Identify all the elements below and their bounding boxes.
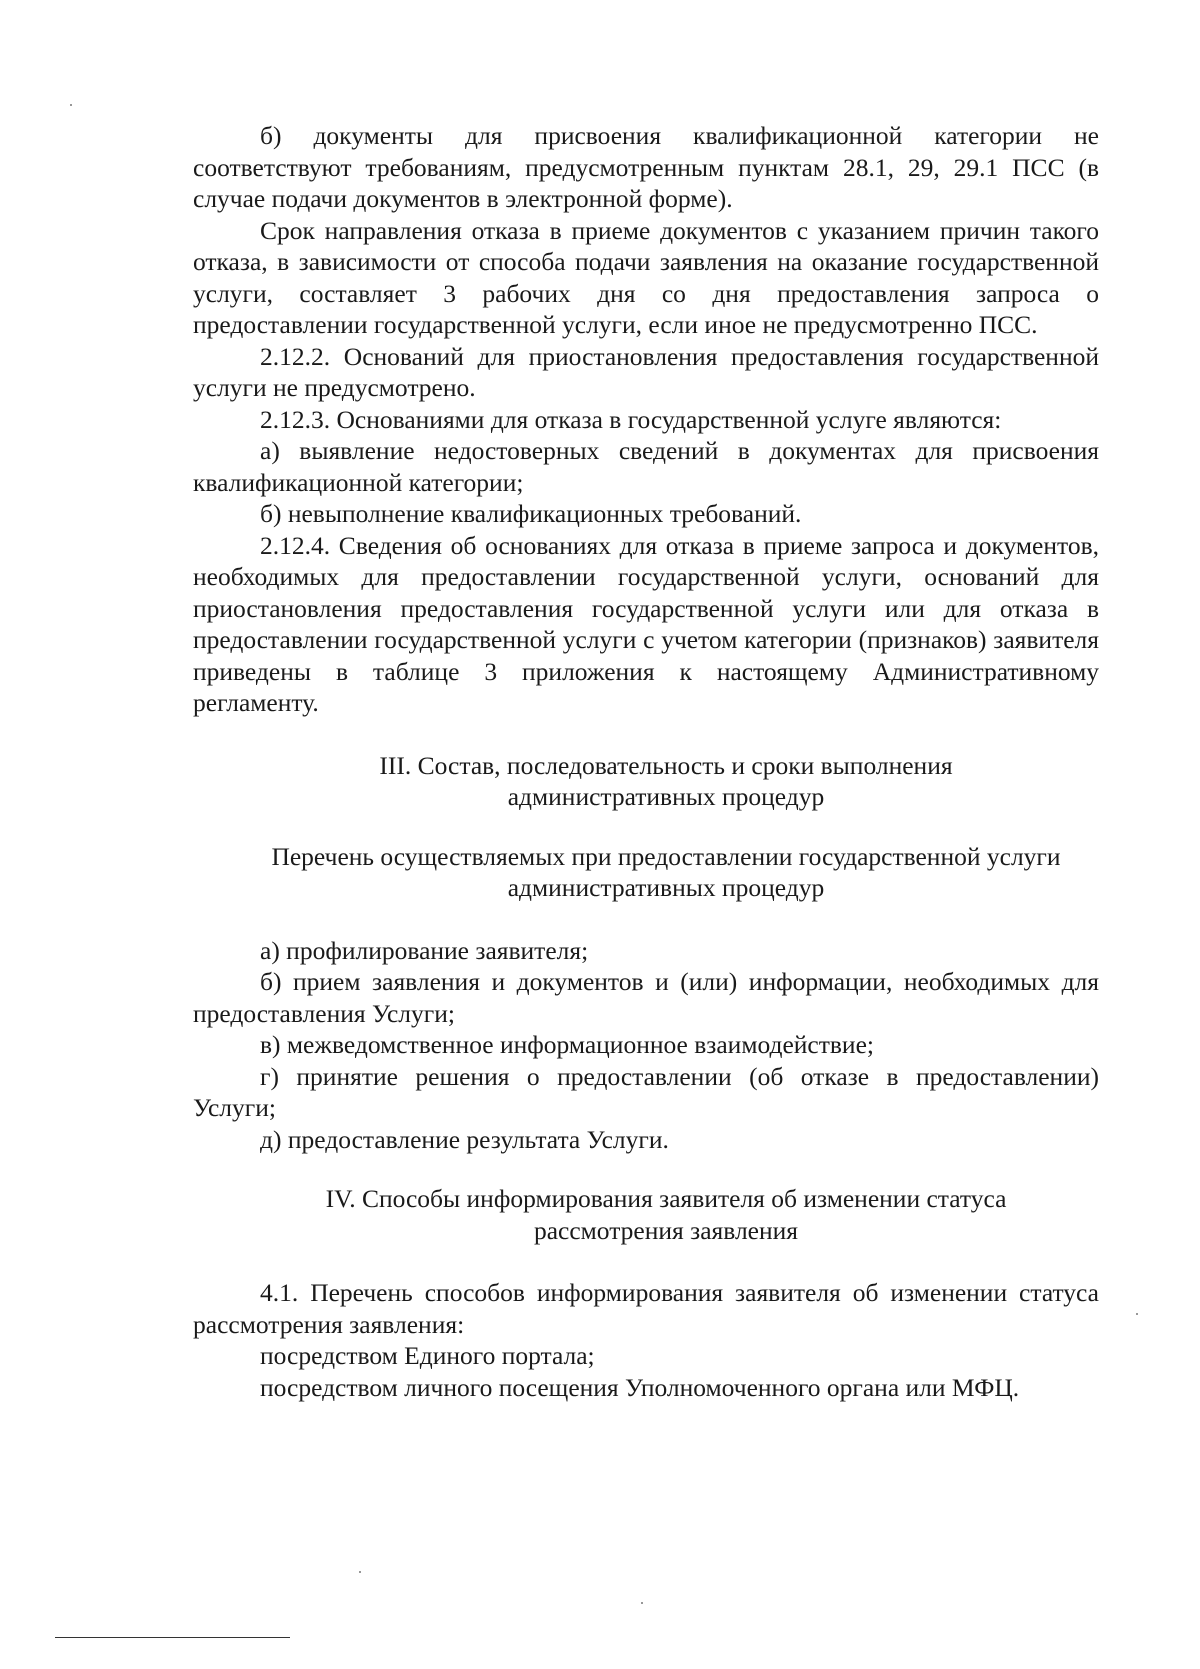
document-body xyxy=(193,120,1099,1403)
paragraph-refusal-term: Срок направления отказа в приеме документов с указанием причин такого отказа, в зависимости от способа подачи заявления на оказание государственной услуги, составляет 3 рабочих дня со дня предоставления запроса о предоставлении государственной услуги, если иное не предусмотренно ПСС. xyxy=(193,215,1099,339)
procedures-heading-line1: Перечень осуществляемых при предоставлении государственной услуги xyxy=(271,841,1061,871)
paragraph-2-12-4: 2.12.4. Сведения об основаниях для отказа в приеме запроса и документов, необходимых для предоставлении государственной услуги, оснований для приостановления предоставления государственной услуги или для отказа в предоставлении государственной услуги с учетом категории (признаков) заявителя приведены в таблице 3 приложения к настоящему Административному регламенту. xyxy=(193,530,1099,717)
procedures-list-heading xyxy=(193,841,1099,904)
scan-speck xyxy=(1136,1313,1138,1315)
scan-speck xyxy=(359,1571,361,1573)
scan-speck xyxy=(70,104,72,106)
scan-speck xyxy=(641,1602,643,1604)
procedures-list xyxy=(193,935,1099,1156)
paragraph-2-12-3: 2.12.3. Основаниями для отказа в государственной услуге являются: xyxy=(260,404,1002,434)
procedures-heading-line2: административных процедур xyxy=(507,873,825,902)
section-4-heading xyxy=(193,1183,1099,1246)
footnote-divider xyxy=(55,1637,290,1638)
paragraph-b-nonfulfillment: б) невыполнение квалификационных требований. xyxy=(260,499,802,528)
section-4-heading-line1: IV. Способы информирования заявителя об изменении статуса xyxy=(325,1184,1007,1213)
paragraph-4-1: 4.1. Перечень способов информирования заявителя об изменении статуса рассмотрения заявления: xyxy=(193,1278,1099,1339)
list-item-a: а) профилирование заявителя; xyxy=(260,935,589,965)
paragraph-b-documents: б) документы для присвоения квалификационной категории не соответствуют требованиям, предусмотренным пунктам 28.1, 29, 29.1 ПСС (в случае подачи документов в электронной форме). xyxy=(193,121,1099,213)
section-3-heading xyxy=(193,750,1099,813)
list-item-b: б) прием заявления и документов и (или) информации, необходимых для предоставления Услуги; xyxy=(193,967,1099,1028)
paragraph-a-unreliable-info: а) выявление недостоверных сведений в документах для присвоения квалификационной категории; xyxy=(193,436,1099,497)
paragraph-2-12-2: 2.12.2. Оснований для приостановления предоставления государственной услуги не предусмотрено. xyxy=(193,341,1099,402)
section-3-heading-line1: III. Состав, последовательность и сроки выполнения xyxy=(379,750,953,780)
section-3-heading-line2: административных процедур xyxy=(507,782,825,811)
section-4-heading-line2: рассмотрения заявления xyxy=(533,1215,799,1245)
method-portal: посредством Единого портала; xyxy=(260,1341,595,1370)
list-item-v: в) межведомственное информационное взаимодействие; xyxy=(260,1030,874,1059)
method-visit: посредством личного посещения Уполномоченного органа или МФЦ. xyxy=(260,1372,1020,1402)
list-item-g: г) принятие решения о предоставлении (об отказе в предоставлении) Услуги; xyxy=(193,1061,1099,1122)
list-item-d: д) предоставление результата Услуги. xyxy=(260,1124,669,1154)
